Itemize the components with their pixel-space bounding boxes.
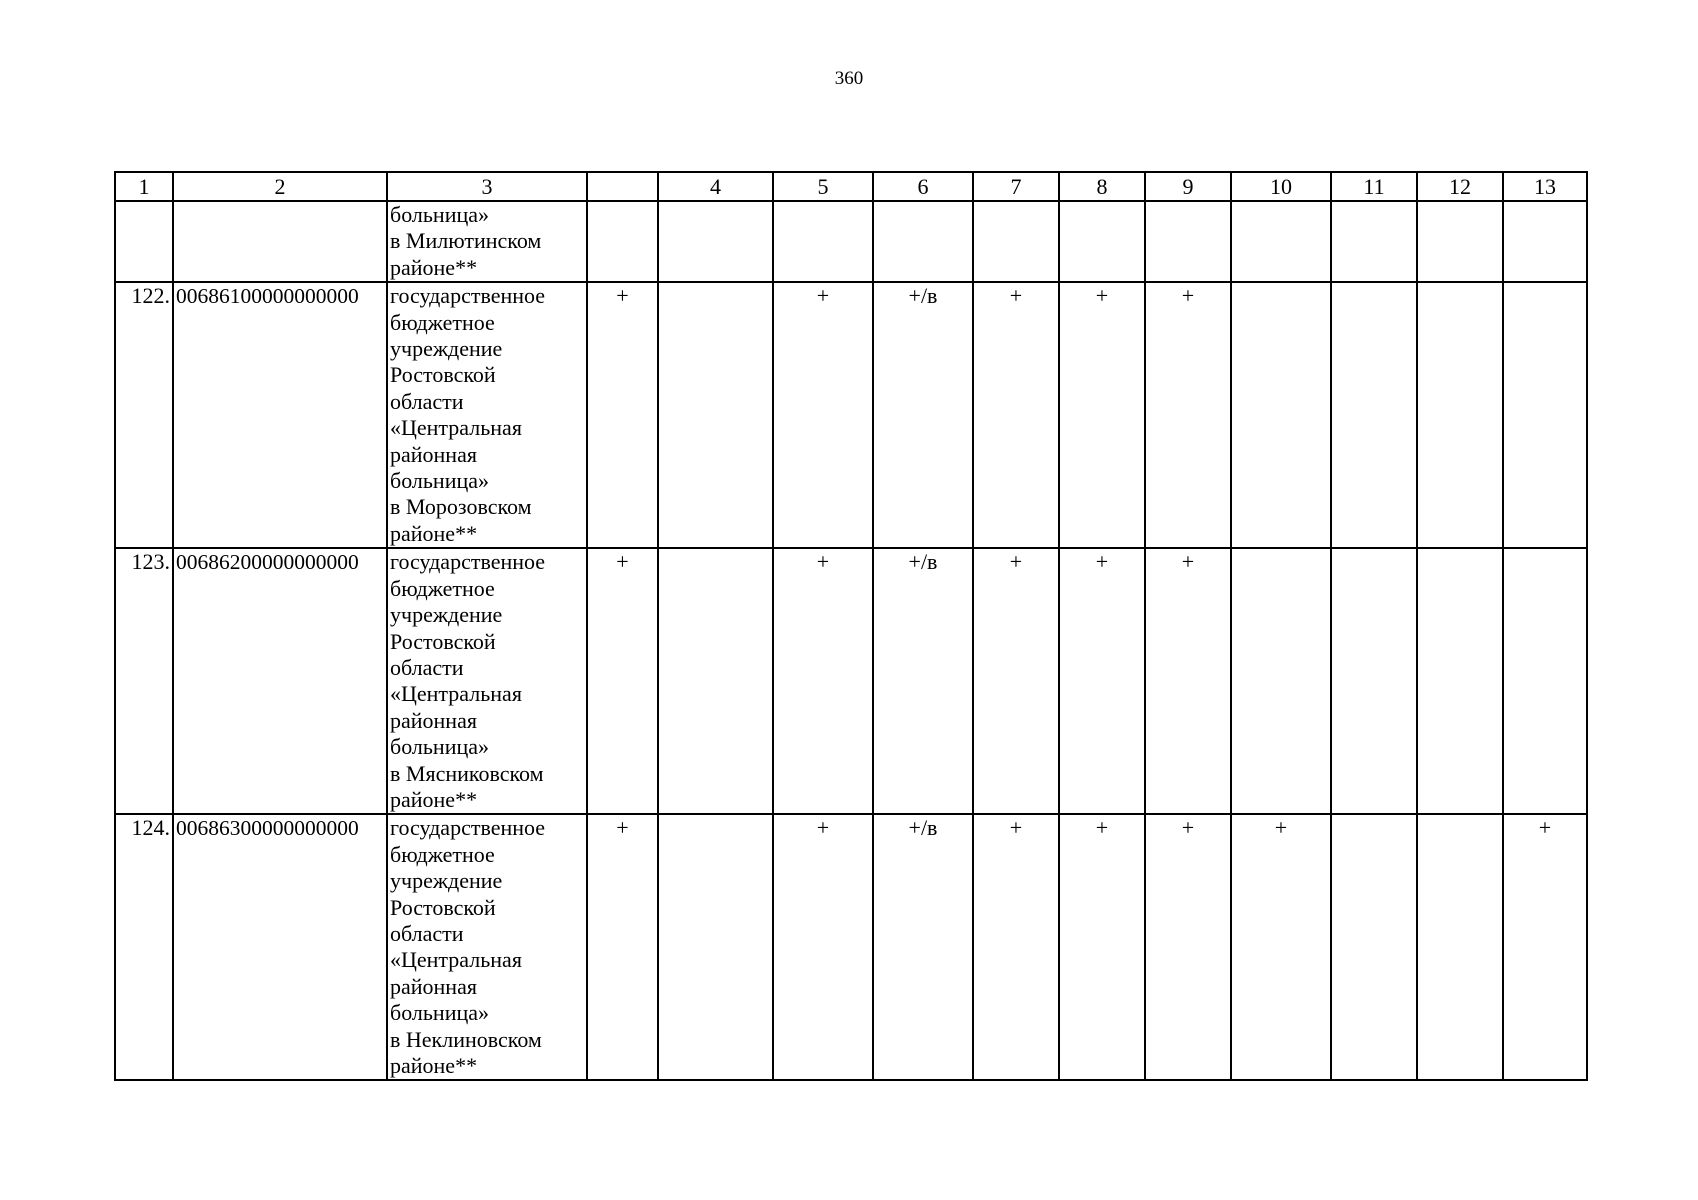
organization-code-cell	[173, 201, 387, 282]
mark-cell: +	[773, 814, 873, 1080]
column-number-row	[115, 172, 1587, 201]
column-number-cell: 7	[973, 172, 1059, 201]
organization-name-cell: государственное бюджетное учреждение Ростовской области «Центральная районная больница» в Морозовском районе**	[387, 282, 587, 548]
row-number-cell: 122.	[115, 282, 173, 548]
mark-cell: +	[1059, 548, 1145, 814]
registry-table	[114, 171, 1588, 1081]
mark-cell: +	[1145, 814, 1231, 1080]
column-number-cell: 11	[1331, 172, 1417, 201]
mark-cell	[1145, 201, 1231, 282]
column-number-cell	[587, 172, 658, 201]
mark-cell: +	[973, 548, 1059, 814]
column-number-cell: 9	[1145, 172, 1231, 201]
mark-cell	[1417, 282, 1503, 548]
row-number-cell	[115, 201, 173, 282]
column-number-cell: 8	[1059, 172, 1145, 201]
table-row	[115, 201, 1587, 282]
mark-cell: +	[1145, 548, 1231, 814]
column-number-cell: 5	[773, 172, 873, 201]
mark-cell	[1231, 548, 1331, 814]
mark-cell	[1231, 201, 1331, 282]
mark-cell: +	[973, 814, 1059, 1080]
organization-code-cell: 00686100000000000	[173, 282, 387, 548]
mark-cell	[1231, 282, 1331, 548]
column-number-cell: 6	[873, 172, 973, 201]
mark-cell: +	[773, 548, 873, 814]
column-number-cell: 4	[658, 172, 773, 201]
mark-cell	[1417, 548, 1503, 814]
mark-cell: +/в	[873, 548, 973, 814]
mark-cell	[658, 282, 773, 548]
column-number-cell: 10	[1231, 172, 1331, 201]
mark-cell: +	[1503, 814, 1587, 1080]
mark-cell	[1331, 282, 1417, 548]
mark-cell	[1503, 201, 1587, 282]
mark-cell: +	[773, 282, 873, 548]
organization-name-cell: государственное бюджетное учреждение Ростовской области «Центральная районная больница» в Неклиновском районе**	[387, 814, 587, 1080]
mark-cell	[1417, 814, 1503, 1080]
column-number-cell: 13	[1503, 172, 1587, 201]
mark-cell	[658, 201, 773, 282]
mark-cell	[773, 201, 873, 282]
mark-cell	[973, 201, 1059, 282]
mark-cell	[1503, 548, 1587, 814]
mark-cell: +	[1231, 814, 1331, 1080]
mark-cell	[1503, 282, 1587, 548]
mark-cell	[1417, 201, 1503, 282]
organization-name-cell: государственное бюджетное учреждение Ростовской области «Центральная районная больница» в Мясниковском районе**	[387, 548, 587, 814]
column-number-cell: 12	[1417, 172, 1503, 201]
mark-cell: +/в	[873, 282, 973, 548]
mark-cell	[873, 201, 973, 282]
row-number-cell: 123.	[115, 548, 173, 814]
mark-cell	[1059, 201, 1145, 282]
mark-cell: +	[1145, 282, 1231, 548]
mark-cell	[1331, 814, 1417, 1080]
organization-code-cell: 00686300000000000	[173, 814, 387, 1080]
table-row	[115, 548, 1587, 814]
organization-name-cell: больница» в Милютинском районе**	[387, 201, 587, 282]
mark-cell: +	[587, 548, 658, 814]
mark-cell: +	[587, 282, 658, 548]
column-number-cell: 2	[173, 172, 387, 201]
mark-cell	[587, 201, 658, 282]
mark-cell	[658, 548, 773, 814]
column-number-cell: 1	[115, 172, 173, 201]
column-number-cell: 3	[387, 172, 587, 201]
table-row	[115, 814, 1587, 1080]
mark-cell: +	[1059, 814, 1145, 1080]
organization-code-cell: 00686200000000000	[173, 548, 387, 814]
mark-cell	[1331, 548, 1417, 814]
mark-cell	[1331, 201, 1417, 282]
mark-cell	[658, 814, 773, 1080]
page-number: 360	[834, 68, 864, 89]
table-row	[115, 282, 1587, 548]
registry-table-body	[115, 172, 1587, 1080]
mark-cell: +/в	[873, 814, 973, 1080]
row-number-cell: 124.	[115, 814, 173, 1080]
mark-cell: +	[973, 282, 1059, 548]
mark-cell: +	[1059, 282, 1145, 548]
mark-cell: +	[587, 814, 658, 1080]
